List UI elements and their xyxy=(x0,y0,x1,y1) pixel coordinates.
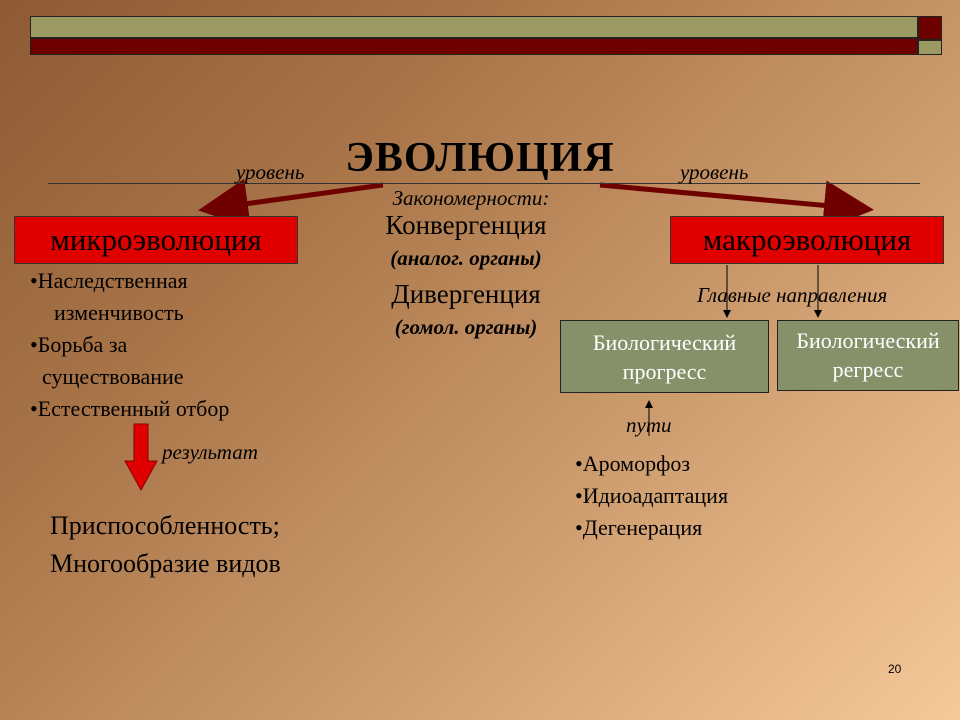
page-number: 20 xyxy=(888,662,902,676)
convergence-note: (аналог. органы) xyxy=(390,246,542,270)
result-line-1: Приспособленность; xyxy=(50,511,280,540)
convergence-label: Конвергенция xyxy=(385,210,547,240)
bio-progress-box xyxy=(560,320,769,393)
level-left-label: уровень xyxy=(236,160,305,184)
path-aromorphosis: •Ароморфоз xyxy=(575,451,691,476)
result-line-2: Многообразие видов xyxy=(50,549,281,578)
result-label: результат xyxy=(162,440,258,464)
arrow-to-macro xyxy=(600,185,864,209)
paths-label: пути xyxy=(626,413,672,437)
diagram-title: ЭВОЛЮЦИЯ xyxy=(345,135,615,181)
macroevolution-box: макроэволюция xyxy=(670,216,944,264)
bio-progress-line-2: прогресс xyxy=(622,359,707,384)
result-arrow-down xyxy=(125,424,157,490)
micro-factor-2-cont: существование xyxy=(42,364,184,389)
main-directions-label: Главные направления xyxy=(697,283,888,307)
divergence-note: (гомол. органы) xyxy=(394,315,538,339)
bio-regress-line-1: Биологический xyxy=(796,328,940,353)
micro-factor-1: •Наследственная xyxy=(30,268,188,293)
micro-factor-3: •Естественный отбор xyxy=(30,396,230,421)
divergence-label: Дивергенция xyxy=(391,279,541,309)
microevolution-box: микроэволюция xyxy=(14,216,298,264)
level-right-label: уровень xyxy=(680,160,749,184)
micro-factor-1-cont: изменчивость xyxy=(54,300,184,325)
arrow-to-micro xyxy=(208,185,383,209)
patterns-label: Закономерности: xyxy=(392,186,550,210)
path-degeneration: •Дегенерация xyxy=(575,515,703,540)
header-divider xyxy=(48,183,920,184)
bio-progress-line-1: Биологический xyxy=(592,330,737,355)
path-idioadaptation: •Идиоадаптация xyxy=(575,483,729,508)
bio-regress-box xyxy=(777,320,959,391)
micro-factor-2: •Борьба за xyxy=(30,332,128,357)
bio-regress-line-2: регресс xyxy=(832,357,904,382)
